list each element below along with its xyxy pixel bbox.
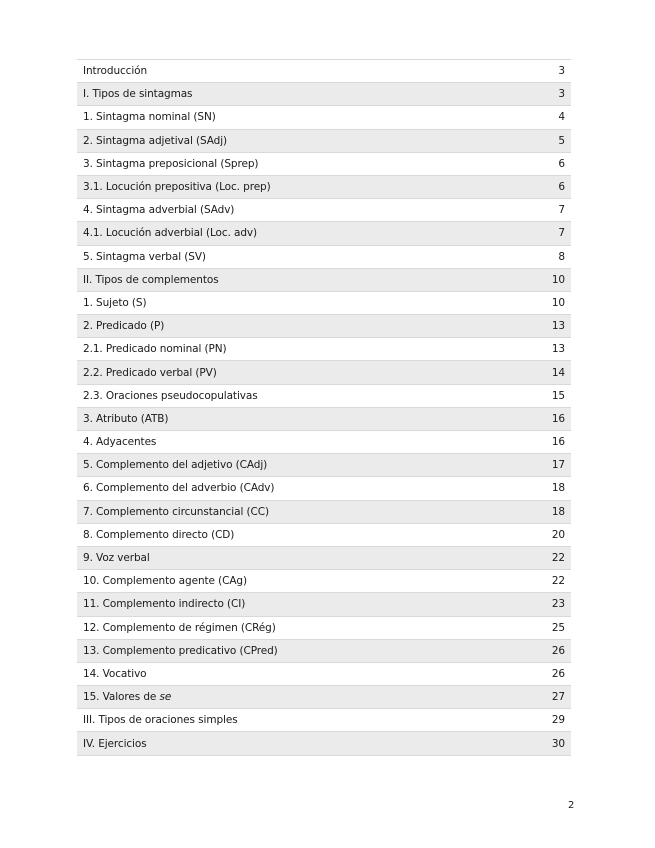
toc-entry-page: 29 <box>551 714 565 727</box>
toc-entry-title: 13. Complemento predicativo (CPred) <box>83 644 278 657</box>
toc-entry-page: 23 <box>551 598 565 611</box>
toc-entry-page: 4 <box>558 111 565 124</box>
toc-entry-page: 5 <box>558 134 565 147</box>
toc-entry-title: 5. Sintagma verbal (SV) <box>83 250 206 263</box>
toc-entry[interactable] <box>77 709 571 732</box>
toc-entry-page: 15 <box>551 389 565 402</box>
toc-entry-title: 1. Sujeto (S) <box>83 296 147 309</box>
toc-entry[interactable] <box>77 199 571 222</box>
toc-entry[interactable] <box>77 83 571 106</box>
toc-entry-title: 11. Complemento indirecto (CI) <box>83 598 246 611</box>
page-number: 2 <box>568 800 575 811</box>
table-of-contents <box>77 59 571 756</box>
toc-entry[interactable] <box>77 385 571 408</box>
toc-entry-page: 16 <box>551 436 565 449</box>
toc-entry[interactable] <box>77 222 571 245</box>
toc-entry[interactable] <box>77 524 571 547</box>
toc-entry[interactable] <box>77 315 571 338</box>
toc-entry[interactable] <box>77 454 571 477</box>
toc-entry[interactable] <box>77 431 571 454</box>
toc-entry-page: 6 <box>558 157 565 170</box>
toc-entry-title: 3. Sintagma preposicional (Sprep) <box>83 157 259 170</box>
toc-entry-title: 6. Complemento del adverbio (CAdv) <box>83 482 275 495</box>
toc-entry-page: 20 <box>551 528 565 541</box>
toc-entry-title: 2. Predicado (P) <box>83 320 165 333</box>
toc-entry-page: 26 <box>551 667 565 680</box>
toc-entry-page: 10 <box>551 273 565 286</box>
toc-entry[interactable] <box>77 246 571 269</box>
toc-entry-page: 3 <box>558 65 565 78</box>
toc-entry[interactable] <box>77 269 571 292</box>
toc-entry-page: 27 <box>551 691 565 704</box>
toc-entry-title: 8. Complemento directo (CD) <box>83 528 235 541</box>
toc-entry-page: 3 <box>558 88 565 101</box>
toc-entry-title: 2. Sintagma adjetival (SAdj) <box>83 134 228 147</box>
toc-entry[interactable] <box>77 106 571 129</box>
toc-entry-title: 4.1. Locución adverbial (Loc. adv) <box>83 227 258 240</box>
toc-entry[interactable] <box>77 338 571 361</box>
toc-entry-title: 14. Vocativo <box>83 667 147 680</box>
toc-entry-title: 5. Complemento del adjetivo (CAdj) <box>83 459 268 472</box>
toc-entry[interactable] <box>77 732 571 755</box>
toc-entry[interactable] <box>77 570 571 593</box>
toc-entry-page: 16 <box>551 412 565 425</box>
toc-entry-title: 2.1. Predicado nominal (PN) <box>83 343 227 356</box>
toc-entry-page: 6 <box>558 181 565 194</box>
toc-entry-title-emphasis: se <box>159 691 172 704</box>
toc-entry[interactable] <box>77 640 571 663</box>
toc-entry[interactable] <box>77 60 571 83</box>
toc-entry-title: 9. Voz verbal <box>83 552 150 565</box>
toc-entry-page: 13 <box>551 320 565 333</box>
toc-entry[interactable] <box>77 361 571 384</box>
toc-entry-title: 3. Atributo (ATB) <box>83 412 169 425</box>
toc-entry[interactable] <box>77 547 571 570</box>
toc-entry-title: 15. Valores de se <box>83 691 172 704</box>
toc-entry-title: 3.1. Locución prepositiva (Loc. prep) <box>83 181 271 194</box>
toc-entry-page: 8 <box>558 250 565 263</box>
toc-entry-page: 22 <box>551 575 565 588</box>
toc-entry-title: Introducción <box>83 65 148 78</box>
toc-entry[interactable] <box>77 292 571 315</box>
toc-entry-page: 25 <box>551 621 565 634</box>
toc-entry[interactable] <box>77 408 571 431</box>
toc-entry-page: 13 <box>551 343 565 356</box>
toc-entry-title: 2.3. Oraciones pseudocopulativas <box>83 389 258 402</box>
toc-entry-page: 10 <box>551 296 565 309</box>
toc-entry-title: II. Tipos de complementos <box>83 273 219 286</box>
toc-entry-page: 17 <box>551 459 565 472</box>
toc-entry-page: 18 <box>551 482 565 495</box>
toc-entry[interactable] <box>77 617 571 640</box>
toc-entry[interactable] <box>77 663 571 686</box>
toc-entry[interactable] <box>77 593 571 616</box>
toc-entry-page: 26 <box>551 644 565 657</box>
toc-entry-page: 7 <box>558 204 565 217</box>
toc-entry-title: I. Tipos de sintagmas <box>83 88 193 101</box>
toc-entry[interactable] <box>77 153 571 176</box>
toc-entry[interactable] <box>77 477 571 500</box>
toc-entry-page: 18 <box>551 505 565 518</box>
toc-entry-title: III. Tipos de oraciones simples <box>83 714 238 727</box>
toc-entry-page: 22 <box>551 552 565 565</box>
toc-entry[interactable] <box>77 176 571 199</box>
toc-entry-title: IV. Ejercicios <box>83 737 147 750</box>
toc-entry-page: 14 <box>551 366 565 379</box>
toc-entry[interactable] <box>77 130 571 153</box>
toc-entry-title: 2.2. Predicado verbal (PV) <box>83 366 217 379</box>
toc-entry-title: 7. Complemento circunstancial (CC) <box>83 505 269 518</box>
toc-entry[interactable] <box>77 686 571 709</box>
toc-entry[interactable] <box>77 501 571 524</box>
toc-entry-page: 7 <box>558 227 565 240</box>
toc-entry-page: 30 <box>551 737 565 750</box>
toc-entry-title: 10. Complemento agente (CAg) <box>83 575 247 588</box>
toc-entry-title: 4. Sintagma adverbial (SAdv) <box>83 204 235 217</box>
toc-entry-title: 4. Adyacentes <box>83 436 157 449</box>
toc-entry-title: 12. Complemento de régimen (CRég) <box>83 621 276 634</box>
toc-entry-title: 1. Sintagma nominal (SN) <box>83 111 216 124</box>
